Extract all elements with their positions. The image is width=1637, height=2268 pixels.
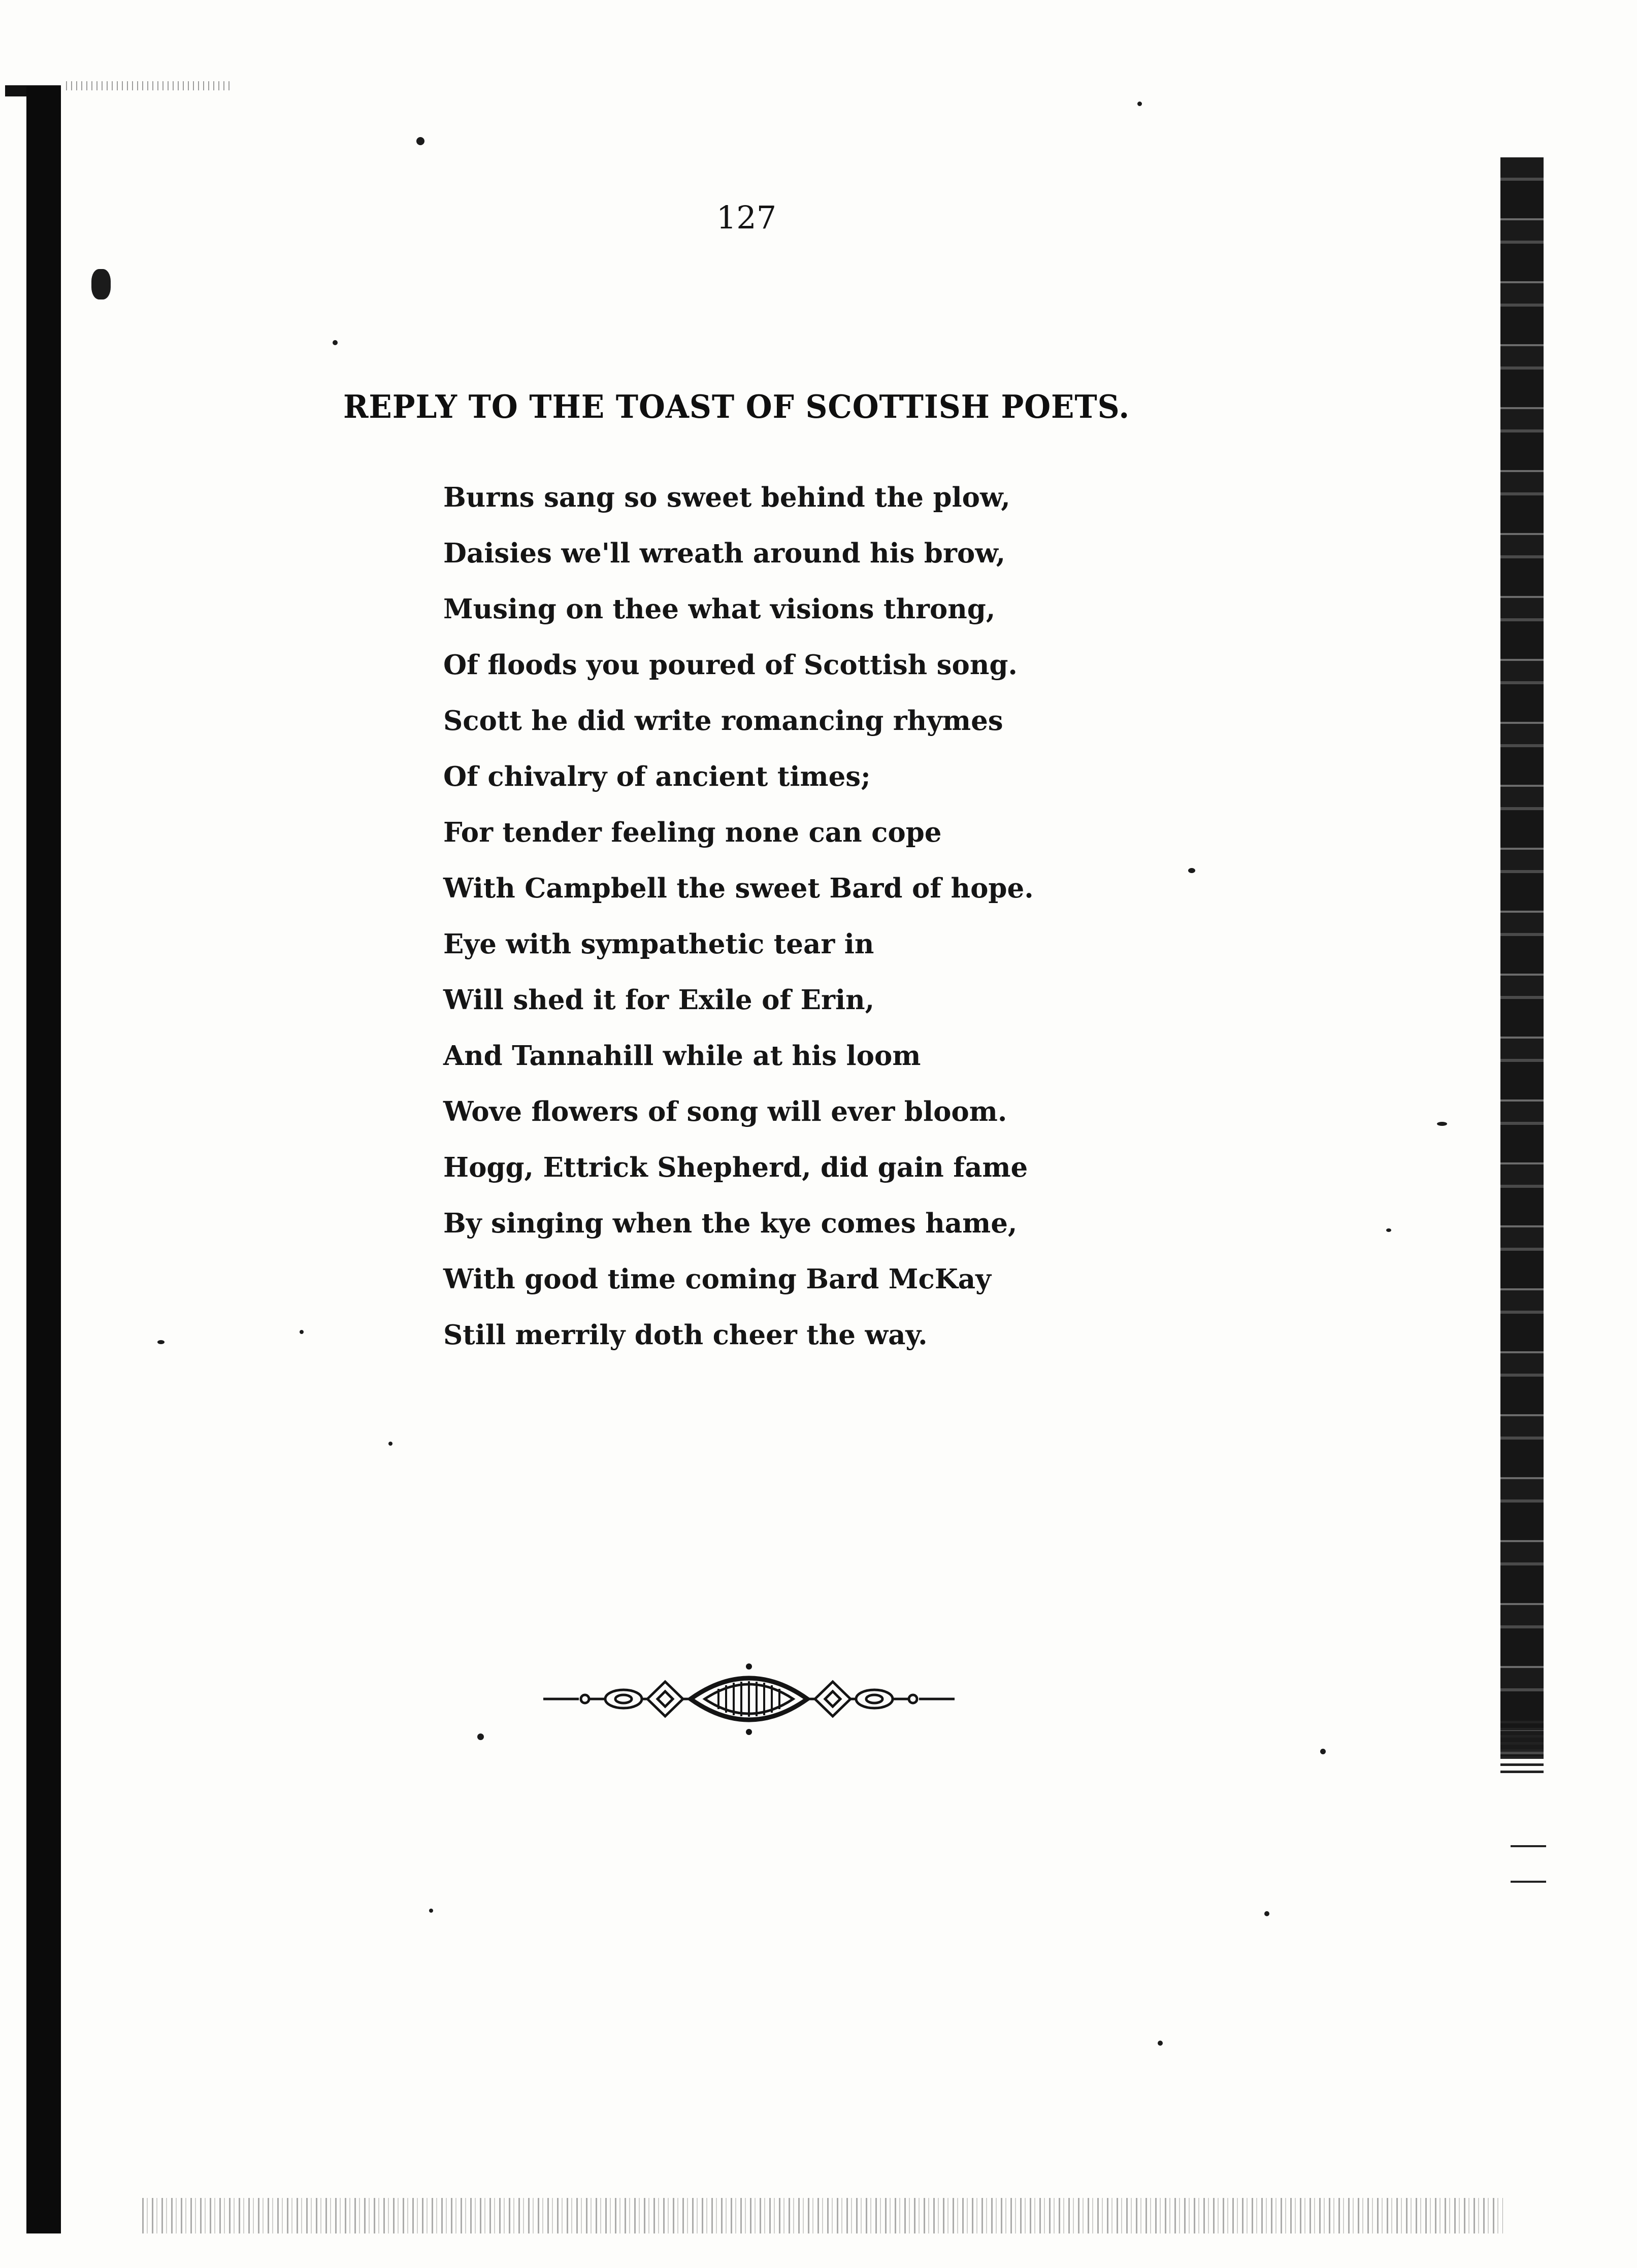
scan-edge-right-tick <box>1511 1845 1546 1847</box>
scan-edge-right-tick <box>1511 1881 1546 1883</box>
scan-speck <box>157 1340 165 1344</box>
poem-title: REPLY TO THE TOAST OF SCOTTISH POETS. <box>343 388 1130 425</box>
poem-line: Of floods you poured of Scottish song. <box>443 649 1018 681</box>
decorative-divider-icon <box>543 1662 955 1736</box>
poem-line: Scott he did write romancing rhymes <box>443 705 1003 737</box>
scan-speck <box>1437 1122 1447 1126</box>
poem-line: With good time coming Bard McKay <box>443 1263 991 1295</box>
scan-noise-top <box>66 81 234 90</box>
poem-line: Hogg, Ettrick Shepherd, did gain fame <box>443 1152 1028 1183</box>
scan-speck <box>1158 2041 1163 2046</box>
scan-edge-left <box>26 86 61 2233</box>
page-number: 127 <box>716 199 777 236</box>
scan-edge-right-lines <box>1500 1721 1544 1777</box>
scan-noise-bottom <box>142 2198 1503 2233</box>
poem-line: With Campbell the sweet Bard of hope. <box>443 873 1034 904</box>
poem-body <box>443 470 1154 1363</box>
scan-speck <box>1386 1228 1391 1232</box>
poem-line: Musing on thee what visions throng, <box>443 593 996 625</box>
scan-speck <box>429 1909 433 1913</box>
poem-line: Will shed it for Exile of Erin, <box>443 984 875 1016</box>
scan-speck <box>91 269 111 299</box>
scan-edge-right <box>1500 157 1544 1756</box>
scan-speck <box>1320 1749 1326 1754</box>
poem-line: Of chivalry of ancient times; <box>443 761 871 792</box>
poem-line: Still merrily doth cheer the way. <box>443 1319 928 1351</box>
poem-line: And Tannahill while at his loom <box>443 1040 921 1072</box>
poem-line: Wove flowers of song will ever bloom. <box>443 1096 1007 1127</box>
scan-speck <box>1188 868 1195 873</box>
scan-speck <box>1137 102 1142 106</box>
scan-speck <box>416 137 424 145</box>
scan-speck <box>1264 1911 1269 1916</box>
poem-line: Burns sang so sweet behind the plow, <box>443 482 1010 513</box>
scan-speck <box>333 340 338 345</box>
scan-speck <box>477 1733 484 1740</box>
scan-speck <box>388 1442 392 1446</box>
poem-line: For tender feeling none can cope <box>443 817 942 848</box>
poem-line: By singing when the kye comes hame, <box>443 1208 1018 1239</box>
poem-line: Eye with sympathetic tear in <box>443 928 874 960</box>
poem-line: Daisies we'll wreath around his brow, <box>443 538 1006 569</box>
scan-speck <box>300 1330 304 1334</box>
